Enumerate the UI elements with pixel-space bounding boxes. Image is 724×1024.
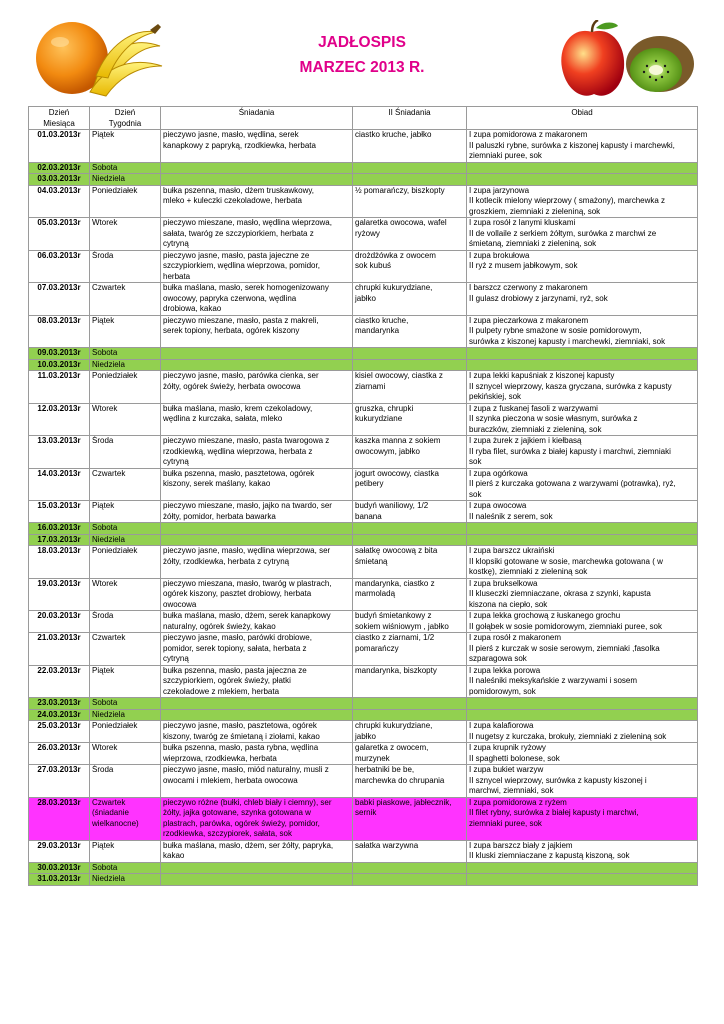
table-row <box>29 721 698 743</box>
cell-date: 17.03.2013r <box>29 534 90 546</box>
cell-date: 03.03.2013r <box>29 174 90 186</box>
cell-lunch: I zupa lekki kapuśniak z kiszonej kapusty II sznycel wieprzowy, kasza gryczana, surówka z kapusty pekińskiej, sok <box>467 371 698 404</box>
cell-second-breakfast: ciastko kruche, jabłko <box>353 130 467 163</box>
cell-day-of-week: Czwartek <box>90 468 161 501</box>
cell-day-of-week: Piątek <box>90 130 161 163</box>
cell-breakfast: pieczywo jasne, masło, wędlina, serek kanapkowy z papryką, rzodkiewka, herbata <box>161 130 353 163</box>
table-row <box>29 162 698 174</box>
table-row <box>29 665 698 698</box>
cell-lunch: I zupa pomidorowa z ryżem II filet rybny, surówka z białej kapusty i marchwi, ziemniaki puree, sok <box>467 797 698 840</box>
cell-day-of-week: Poniedziałek <box>90 721 161 743</box>
cell-second-breakfast: sałatka warzywna <box>353 840 467 862</box>
cell-second-breakfast: galaretka z owocem, murzynek <box>353 743 467 765</box>
table-row <box>29 743 698 765</box>
cell-date: 18.03.2013r <box>29 546 90 579</box>
cell-breakfast: bułka pszenna, masło, pasta jajeczna ze szczypiorkiem, ogórek świeży, płatki czekoladowe z mlekiem, herbata <box>161 665 353 698</box>
cell-date: 13.03.2013r <box>29 436 90 469</box>
cell-second-breakfast: mandarynka, ciastko z marmoladą <box>353 578 467 611</box>
header-breakfast: Śniadania <box>161 107 353 130</box>
cell-lunch <box>467 174 698 186</box>
cell-lunch: I zupa owocowa II naleśnik z serem, sok <box>467 501 698 523</box>
table-row <box>29 315 698 348</box>
cell-date: 22.03.2013r <box>29 665 90 698</box>
cell-lunch <box>467 162 698 174</box>
cell-day-of-week: Niedziela <box>90 174 161 186</box>
table-row <box>29 283 698 316</box>
cell-breakfast <box>161 534 353 546</box>
cell-date: 28.03.2013r <box>29 797 90 840</box>
cell-second-breakfast <box>353 709 467 721</box>
header-day-of-month: Dzień Miesiąca <box>29 107 90 130</box>
cell-breakfast: bułka maślana, masło, dżem, serek kanapkowy naturalny, ogórek świeży, kakao <box>161 611 353 633</box>
cell-breakfast: pieczywo jasne, masło, parówki drobiowe, pomidor, serek topiony, sałata, herbata z cytryną <box>161 633 353 666</box>
table-row <box>29 862 698 874</box>
cell-second-breakfast: kisiel owocowy, ciastka z ziarnami <box>353 371 467 404</box>
table-row <box>29 468 698 501</box>
cell-day-of-week: Piątek <box>90 665 161 698</box>
cell-breakfast: pieczywo różne (bułki, chleb biały i ciemny), ser żółty, jajka gotowane, szynka gotowana w plastrach, parówka, ogórek świeży, pomidor, rzodkiewka, szczypiorek, sałata, sok <box>161 797 353 840</box>
cell-day-of-week: Poniedziałek <box>90 371 161 404</box>
cell-second-breakfast <box>353 698 467 710</box>
cell-breakfast: pieczywo jasne, masło, wędlina wieprzowa, ser żółty, rzodkiewka, herbata z cytryną <box>161 546 353 579</box>
cell-date: 09.03.2013r <box>29 348 90 360</box>
cell-date: 31.03.2013r <box>29 874 90 886</box>
cell-second-breakfast: herbatniki be be, marchewka do chrupania <box>353 765 467 798</box>
cell-day-of-week: Poniedziałek <box>90 546 161 579</box>
cell-date: 24.03.2013r <box>29 709 90 721</box>
cell-lunch: I barszcz czerwony z makaronem II gulasz drobiowy z jarzynami, ryż, sok <box>467 283 698 316</box>
cell-second-breakfast <box>353 162 467 174</box>
cell-lunch: I zupa barszcz ukraiński II klopsiki gotowane w sosie, marchewka gotowana ( w kostkę), ziemniaki z zieleniną sok <box>467 546 698 579</box>
cell-lunch <box>467 359 698 371</box>
cell-lunch <box>467 862 698 874</box>
cell-day-of-week: Środa <box>90 765 161 798</box>
cell-day-of-week: Środa <box>90 436 161 469</box>
cell-day-of-week: Niedziela <box>90 874 161 886</box>
cell-day-of-week: Czwartek <box>90 633 161 666</box>
cell-lunch: I zupa pomidorowa z makaronem II paluszki rybne, surówka z kiszonej kapusty i marchewki, ziemniaki puree, sok <box>467 130 698 163</box>
cell-date: 06.03.2013r <box>29 250 90 283</box>
page-subtitle: MARZEC 2013 R. <box>299 59 425 76</box>
cell-lunch: I zupa pieczarkowa z makaronem II pulpety rybne smażone w sosie pomidorowym, surówka z kiszonej kapusty i marchewki, ziemniaki, sok <box>467 315 698 348</box>
table-row <box>29 534 698 546</box>
table-row <box>29 874 698 886</box>
cell-second-breakfast: budyń śmietankowy z sokiem wiśniowym , jabłko <box>353 611 467 633</box>
table-row <box>29 250 698 283</box>
table-row <box>29 611 698 633</box>
cell-second-breakfast <box>353 174 467 186</box>
cell-second-breakfast: gruszka, chrupki kukurydziane <box>353 403 467 436</box>
cell-breakfast: pieczywo jasne, masło, miód naturalny, musli z owocami i mlekiem, herbata owocowa <box>161 765 353 798</box>
table-row <box>29 218 698 251</box>
cell-date: 10.03.2013r <box>29 359 90 371</box>
cell-second-breakfast <box>353 359 467 371</box>
cell-date: 16.03.2013r <box>29 523 90 535</box>
cell-day-of-week: Czwartek <box>90 283 161 316</box>
cell-lunch <box>467 348 698 360</box>
cell-day-of-week: Wtorek <box>90 218 161 251</box>
table-row <box>29 633 698 666</box>
cell-date: 11.03.2013r <box>29 371 90 404</box>
cell-breakfast: bułka maślana, masło, serek homogenizowany owocowy, papryka czerwona, wędlina drobiowa, kakao <box>161 283 353 316</box>
cell-second-breakfast <box>353 534 467 546</box>
cell-day-of-week: Środa <box>90 611 161 633</box>
cell-date: 20.03.2013r <box>29 611 90 633</box>
table-row <box>29 797 698 840</box>
cell-breakfast: pieczywo jasne, masło, pasztetowa, ogórek kiszony, twaróg ze śmietaną i ziołami, kakao <box>161 721 353 743</box>
cell-lunch: I zupa kalafiorowa II nugetsy z kurczaka, brokuły, ziemniaki z zieleniną sok <box>467 721 698 743</box>
cell-breakfast <box>161 162 353 174</box>
cell-lunch: I zupa rosół z lanymi kluskami II de vollaile z serkiem żółtym, surówka z marchwi ze śmietaną, ziemniaki z zieleniną, sok <box>467 218 698 251</box>
cell-lunch <box>467 874 698 886</box>
cell-day-of-week: Środa <box>90 250 161 283</box>
cell-date: 21.03.2013r <box>29 633 90 666</box>
cell-day-of-week: Niedziela <box>90 534 161 546</box>
cell-second-breakfast <box>353 874 467 886</box>
cell-breakfast: pieczywo mieszane, masło, pasta twarogowa z rzodkiewką, wędlina wieprzowa, herbata z cytryną <box>161 436 353 469</box>
cell-second-breakfast: kaszka manna z sokiem owocowym, jabłko <box>353 436 467 469</box>
cell-breakfast: bułka pszenna, masło, pasztetowa, ogórek kiszony, serek maślany, kakao <box>161 468 353 501</box>
cell-lunch: I zupa brokułowa II ryż z musem jabłkowym, sok <box>467 250 698 283</box>
table-row <box>29 348 698 360</box>
cell-second-breakfast: chrupki kukurydziane, jabłko <box>353 721 467 743</box>
table-row <box>29 359 698 371</box>
cell-lunch: I zupa z fuskanej fasoli z warzywami II szynka pieczona w sosie własnym, surówka z buraczków, ziemniaki z zieleniną, sok <box>467 403 698 436</box>
cell-breakfast: bułka maślana, masło, krem czekoladowy, wędlina z kurczaka, sałata, mleko <box>161 403 353 436</box>
cell-day-of-week: Piątek <box>90 315 161 348</box>
cell-second-breakfast: drożdżówka z owocem sok kubuś <box>353 250 467 283</box>
cell-breakfast: pieczywo jasne, masło, parówka cienka, ser żółty, ogórek świeży, herbata owocowa <box>161 371 353 404</box>
cell-day-of-week: Piątek <box>90 840 161 862</box>
cell-date: 29.03.2013r <box>29 840 90 862</box>
cell-lunch: I zupa ogórkowa II pierś z kurczaka gotowana z warzywami (potrawka), ryż, sok <box>467 468 698 501</box>
cell-breakfast <box>161 709 353 721</box>
table-row <box>29 709 698 721</box>
cell-breakfast <box>161 523 353 535</box>
cell-day-of-week: Wtorek <box>90 403 161 436</box>
table-row <box>29 840 698 862</box>
cell-date: 05.03.2013r <box>29 218 90 251</box>
cell-second-breakfast: sałatkę owocową z bita śmietaną <box>353 546 467 579</box>
cell-breakfast: pieczywo jasne, masło, pasta jajeczne ze szczypiorkiem, wędlina wieprzowa, pomidor, herbata <box>161 250 353 283</box>
cell-second-breakfast: galaretka owocowa, wafel ryżowy <box>353 218 467 251</box>
cell-breakfast: pieczywo mieszane, masło, pasta z makreli, serek topiony, herbata, ogórek kiszony <box>161 315 353 348</box>
cell-date: 12.03.2013r <box>29 403 90 436</box>
cell-lunch: I zupa lekka porowa II naleśniki meksykańskie z warzywami i sosem pomidorowym, sok <box>467 665 698 698</box>
cell-day-of-week: Wtorek <box>90 743 161 765</box>
table-row <box>29 130 698 163</box>
menu-table <box>28 106 698 886</box>
cell-second-breakfast: ½ pomarańczy, biszkopty <box>353 185 467 218</box>
cell-second-breakfast: budyń waniliowy, 1/2 banana <box>353 501 467 523</box>
cell-date: 25.03.2013r <box>29 721 90 743</box>
table-row <box>29 403 698 436</box>
cell-date: 14.03.2013r <box>29 468 90 501</box>
cell-second-breakfast: ciastko kruche, mandarynka <box>353 315 467 348</box>
table-row <box>29 546 698 579</box>
cell-breakfast <box>161 348 353 360</box>
table-row <box>29 436 698 469</box>
header-second-breakfast: II Śniadania <box>353 107 467 130</box>
cell-lunch: I zupa barszcz biały z jajkiem II kluski ziemniaczane z kapustą kiszoną, sok <box>467 840 698 862</box>
cell-date: 08.03.2013r <box>29 315 90 348</box>
table-row <box>29 765 698 798</box>
cell-lunch: I zupa lekka grochową z łuskanego grochu II gołąbek w sosie pomidorowym, ziemniaki puree, sok <box>467 611 698 633</box>
cell-date: 01.03.2013r <box>29 130 90 163</box>
cell-lunch: I zupa żurek z jajkiem i kiełbasą II ryba filet, surówka z białej kapusty i marchwi, ziemniaki sok <box>467 436 698 469</box>
cell-breakfast: bułka maślana, masło, dżem, ser żółty, papryka, kakao <box>161 840 353 862</box>
cell-lunch <box>467 534 698 546</box>
cell-day-of-week: Poniedziałek <box>90 185 161 218</box>
cell-lunch <box>467 698 698 710</box>
cell-second-breakfast: ciastko z ziarnami, 1/2 pomarańczy <box>353 633 467 666</box>
cell-breakfast <box>161 359 353 371</box>
cell-date: 07.03.2013r <box>29 283 90 316</box>
table-row <box>29 698 698 710</box>
cell-date: 26.03.2013r <box>29 743 90 765</box>
cell-date: 02.03.2013r <box>29 162 90 174</box>
table-header-row <box>29 107 698 130</box>
cell-lunch: I zupa rosół z makaronem II pierś z kurczak w sosie serowym, ziemniaki ,fasolka szparagowa sok <box>467 633 698 666</box>
cell-second-breakfast <box>353 523 467 535</box>
cell-date: 15.03.2013r <box>29 501 90 523</box>
cell-breakfast <box>161 174 353 186</box>
cell-date: 19.03.2013r <box>29 578 90 611</box>
orange-banana-illustration <box>32 16 164 98</box>
header-lunch: Obiad <box>467 107 698 130</box>
cell-day-of-week: Niedziela <box>90 359 161 371</box>
cell-date: 30.03.2013r <box>29 862 90 874</box>
cell-breakfast <box>161 862 353 874</box>
cell-day-of-week: Piątek <box>90 501 161 523</box>
cell-second-breakfast: jogurt owocowy, ciastka petibery <box>353 468 467 501</box>
cell-day-of-week: Sobota <box>90 698 161 710</box>
cell-second-breakfast <box>353 862 467 874</box>
cell-day-of-week: Wtorek <box>90 578 161 611</box>
cell-second-breakfast: mandarynka, biszkopty <box>353 665 467 698</box>
cell-breakfast: pieczywo mieszane, masło, wędlina wieprzowa, sałata, twaróg ze szczypiorkiem, herbata z cytryną <box>161 218 353 251</box>
cell-breakfast: pieczywo mieszane, masło, jajko na twardo, ser żółty, pomidor, herbata bawarka <box>161 501 353 523</box>
table-row <box>29 371 698 404</box>
cell-lunch <box>467 709 698 721</box>
cell-day-of-week: Czwartek (śniadanie wielkanocne) <box>90 797 161 840</box>
cell-breakfast <box>161 698 353 710</box>
cell-breakfast: bułka pszenna, masło, pasta rybna, wędlina wieprzowa, rzodkiewka, herbata <box>161 743 353 765</box>
page-title: JADŁOSPIS <box>318 34 406 51</box>
cell-day-of-week: Sobota <box>90 162 161 174</box>
cell-lunch: I zupa krupnik ryżowy II spaghetti bolonese, sok <box>467 743 698 765</box>
cell-date: 04.03.2013r <box>29 185 90 218</box>
header-day-of-week: Dzień Tygodnia <box>90 107 161 130</box>
cell-lunch: I zupa brukselkowa II kluseczki ziemniaczane, okrasa z szynki, kapusta kiszona na ciepło, sok <box>467 578 698 611</box>
cell-date: 27.03.2013r <box>29 765 90 798</box>
table-row <box>29 185 698 218</box>
cell-breakfast <box>161 874 353 886</box>
table-row <box>29 174 698 186</box>
cell-day-of-week: Sobota <box>90 348 161 360</box>
cell-lunch: I zupa jarzynowa II kotlecik mielony wieprzowy ( smażony), marchewka z groszkiem, ziemniaki z zieleniną, sok <box>467 185 698 218</box>
cell-second-breakfast <box>353 348 467 360</box>
table-row <box>29 578 698 611</box>
cell-breakfast: pieczywo mieszana, masło, twaróg w plastrach, ogórek kiszony, pasztet drobiowy, herbata owocowa <box>161 578 353 611</box>
cell-lunch <box>467 523 698 535</box>
cell-day-of-week: Sobota <box>90 523 161 535</box>
table-row <box>29 501 698 523</box>
cell-day-of-week: Niedziela <box>90 709 161 721</box>
menu-table-body <box>29 130 698 886</box>
cell-second-breakfast: chrupki kukurydziane, jabłko <box>353 283 467 316</box>
cell-breakfast: bułka pszenna, masło, dżem truskawkowy, mleko + kuleczki czekoladowe, herbata <box>161 185 353 218</box>
cell-second-breakfast: babki piaskowe, jabłecznik, sernik <box>353 797 467 840</box>
cell-lunch: I zupa bukiet warzyw II sznycel wieprzowy, surówka z kapusty kiszonej i marchwi, ziemniaki, sok <box>467 765 698 798</box>
table-row <box>29 523 698 535</box>
cell-date: 23.03.2013r <box>29 698 90 710</box>
cell-day-of-week: Sobota <box>90 862 161 874</box>
